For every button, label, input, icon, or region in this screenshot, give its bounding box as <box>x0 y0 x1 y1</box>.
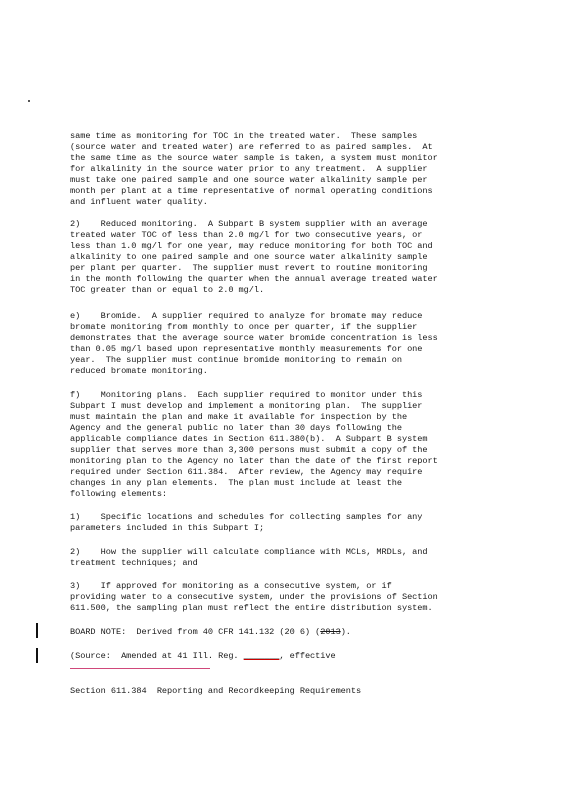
text-line: 2) How the supplier will calculate compliance with MCLs, MRDLs, and <box>70 547 428 557</box>
text-line: supplier that serves more than 3,300 persons must submit a copy of the <box>70 445 428 455</box>
text-line: reduced bromate monitoring. <box>70 366 208 376</box>
text-line: parameters included in this Subpart I; <box>70 523 265 533</box>
text-line: bromate monitoring from monthly to once per quarter, if the supplier <box>70 322 418 332</box>
text-line: 3) If approved for monitoring as a consecutive system, or if <box>70 581 392 591</box>
revision-underline <box>70 668 210 669</box>
text-line: Agency and the general public no later than 30 days following the <box>70 423 402 433</box>
text-line: Subpart I must develop and implement a monitoring plan. The supplier <box>70 401 423 411</box>
text-line: less than 1.0 mg/l for one year, may reduce monitoring for both TOC and <box>70 241 433 251</box>
text-line: f) Monitoring plans. Each supplier required to monitor under this <box>70 390 423 400</box>
change-bar <box>36 623 38 638</box>
text-line: required under Section 611.384. After review, the Agency may require <box>70 467 423 477</box>
text-line: must maintain the plan and make it available for inspection by the <box>70 412 408 422</box>
board-note-suffix: ). <box>340 627 351 637</box>
text-line: must take one paired sample and one source water alkalinity sample per <box>70 175 428 185</box>
text-line: year. The supplier must continue bromide monitoring to remain on <box>70 355 402 365</box>
text-line: treated water TOC of less than 2.0 mg/l for two consecutive years, or <box>70 230 423 240</box>
text-line: changes in any plan elements. The plan must include at least the <box>70 478 402 488</box>
text-line: applicable compliance dates in Section 611.380(b). A Subpart B system <box>70 434 428 444</box>
text-line: than 0.05 mg/l based upon representative monthly measurements for one <box>70 344 423 354</box>
text-line: TOC greater than or equal to 2.0 mg/l. <box>70 285 265 295</box>
text-line: e) Bromide. A supplier required to analyze for bromate may reduce <box>70 311 423 321</box>
source-note <box>70 651 510 661</box>
source-suffix: , effective <box>279 651 336 661</box>
board-note <box>70 627 510 637</box>
text-line: in the month following the quarter when the annual average treated water <box>70 274 438 284</box>
text-line: providing water to a consecutive system, under the provisions of Section <box>70 592 438 602</box>
text-line: demonstrates that the average source water bromide concentration is less <box>70 333 438 343</box>
text-line: and influent water quality. <box>70 197 208 207</box>
text-line: same time as monitoring for TOC in the treated water. These samples <box>70 131 418 141</box>
struck-year: 2013 <box>320 627 341 637</box>
text-line: following elements: <box>70 489 168 499</box>
text-line: (source water and treated water) are referred to as paired samples. At <box>70 142 433 152</box>
text-line: treatment techniques; and <box>70 558 198 568</box>
source-prefix: (Source: Amended at 41 Ill. Reg. <box>70 651 244 661</box>
text-line: 1) Specific locations and schedules for collecting samples for any <box>70 512 423 522</box>
text-line: for alkalinity in the source water prior to any treatment. A supplier <box>70 164 428 174</box>
section-heading: Section 611.384 Reporting and Recordkeeping Requirements <box>70 686 362 696</box>
text-line: month per plant at a time representative of normal operating conditions <box>70 186 433 196</box>
text-line: 2) Reduced monitoring. A Subpart B system supplier with an average <box>70 219 428 229</box>
board-note-prefix: BOARD NOTE: Derived from 40 CFR 141.132 (20 6) ( <box>70 627 321 637</box>
text-line: alkalinity to one paired sample and one source water alkalinity sample <box>70 252 428 262</box>
text-line: per plant per quarter. The supplier must revert to routine monitoring <box>70 263 428 273</box>
text-line: 611.500, the sampling plan must reflect the entire distribution system. <box>70 603 433 613</box>
text-line: monitoring plan to the Agency no later than the date of the first report <box>70 456 438 466</box>
scan-speck <box>28 100 30 102</box>
source-blank: _______ <box>243 651 280 661</box>
text-line: the same time as the source water sample is taken, a system must monitor <box>70 153 438 163</box>
change-bar <box>36 648 38 663</box>
